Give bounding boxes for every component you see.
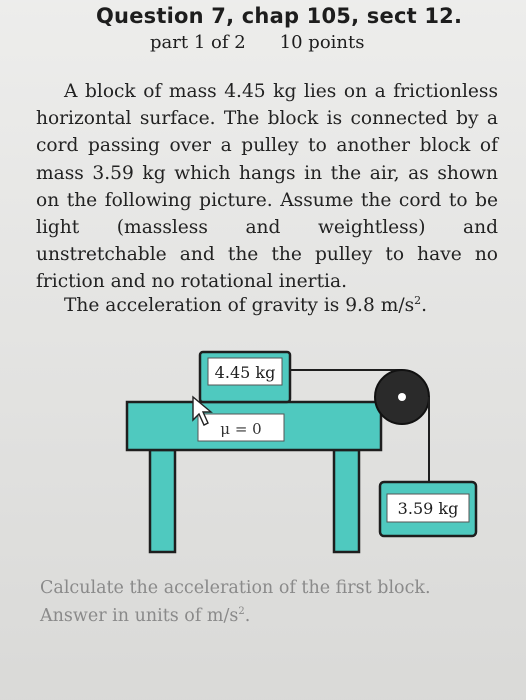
answer-units-text: Answer in units of m/s bbox=[40, 605, 239, 626]
friction-label: μ = 0 bbox=[220, 420, 262, 438]
part-label: part 1 of 2 bbox=[150, 32, 246, 53]
question-line-1: Calculate the acceleration of the first block. bbox=[40, 578, 431, 598]
pulley-axle bbox=[398, 393, 406, 401]
question-prompt bbox=[40, 576, 431, 628]
hanging-block-label: 3.59 kg bbox=[397, 499, 459, 518]
gravity-text: The acceleration of gravity is 9.8 m/s bbox=[64, 295, 415, 317]
table-leg-left bbox=[150, 450, 175, 552]
block-on-table-label: 4.45 kg bbox=[214, 363, 276, 382]
answer-units-period: . bbox=[244, 605, 251, 626]
answer-units-exponent: 2 bbox=[238, 606, 245, 617]
points-label: 10 points bbox=[279, 32, 365, 53]
problem-paragraph: A block of mass 4.45 kg lies on a frictionless horizontal surface. The block is connected by a cord passing over a pulley to another block of mass 3.59 kg which hangs in the air, as shown on the following picture. Assume the cord to be light (massless and weightless) and unstretchable and the the pulley to have no friction and no rotational inertia. bbox=[36, 81, 498, 293]
table-leg-right bbox=[334, 450, 359, 552]
question-title: Question 7, chap 105, sect 12. bbox=[96, 4, 463, 28]
gravity-period: . bbox=[421, 295, 428, 317]
question-line-2 bbox=[40, 600, 431, 628]
gravity-exponent: 2 bbox=[414, 294, 422, 307]
